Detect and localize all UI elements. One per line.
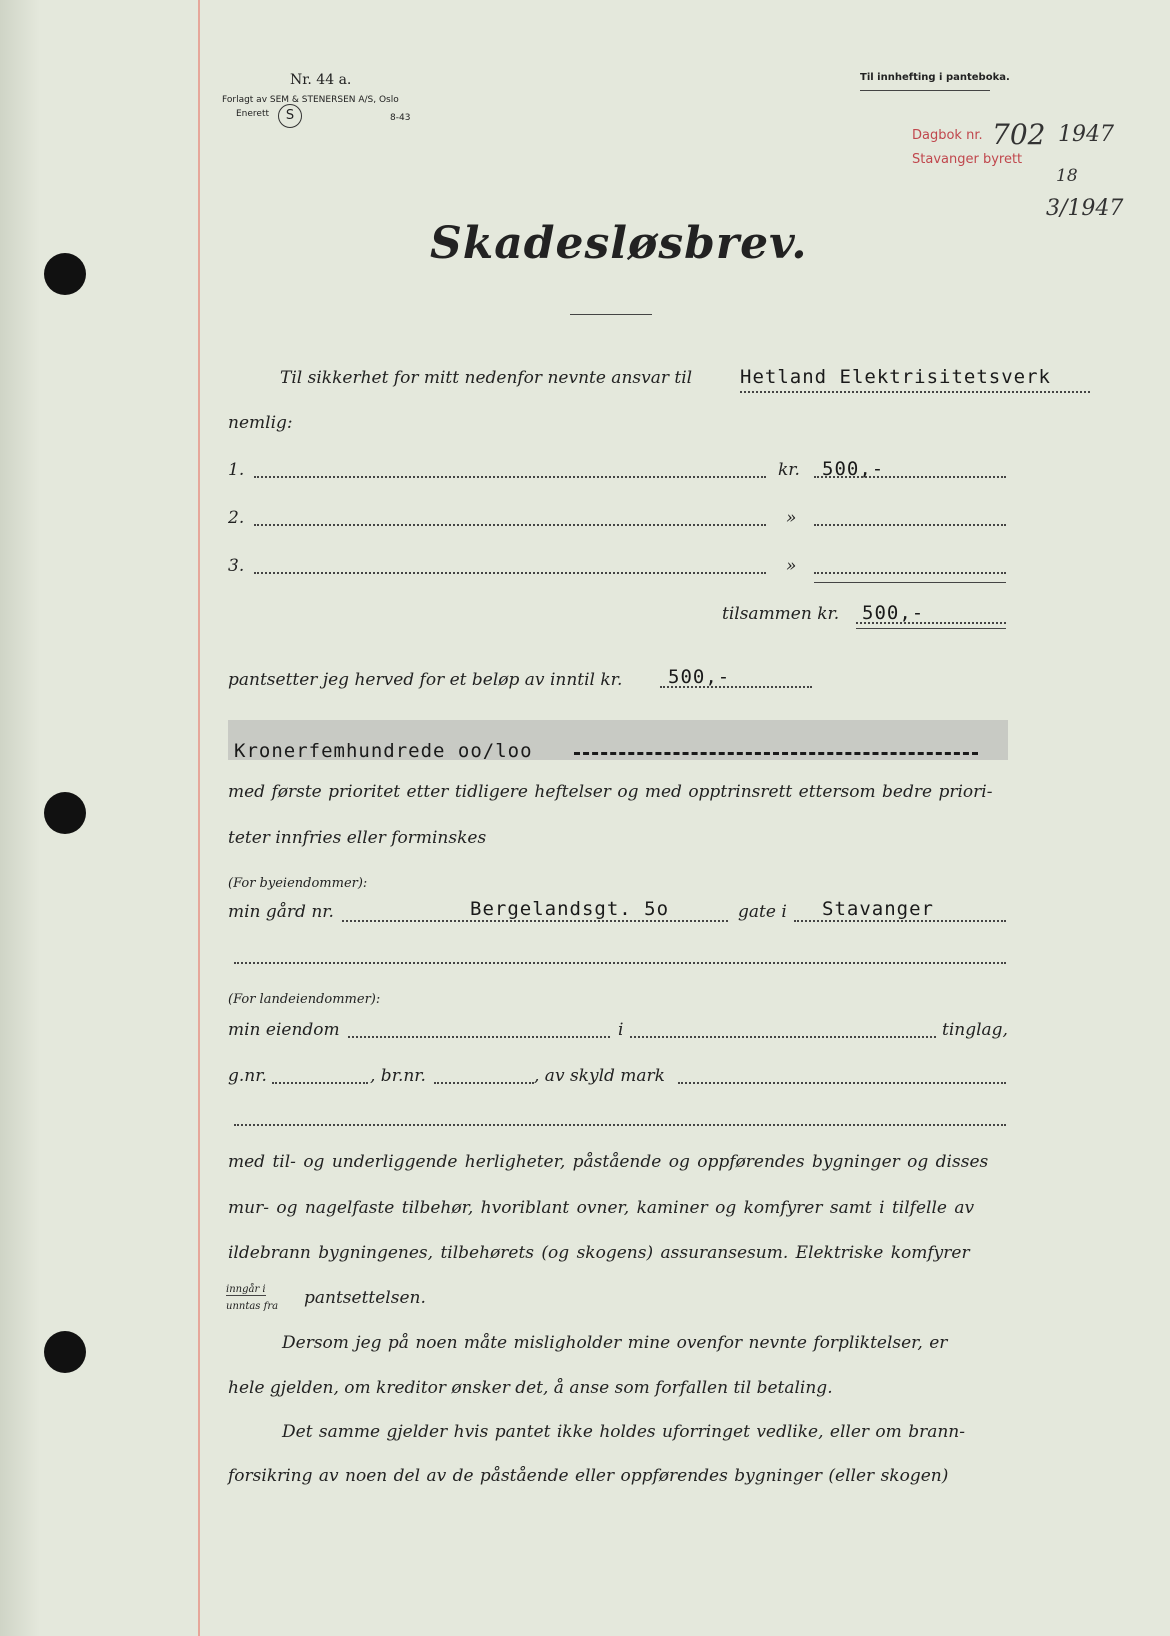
title-divider [570,314,652,315]
priority-line: med første prioritet etter tidligere heftelser og med opptrinsrett ettersom bedre priori- [228,782,993,802]
item-currency: » [786,556,797,576]
fill-line [814,476,1006,478]
divider [860,90,990,91]
stamp-year: 1947 [1058,122,1114,147]
inngar-label: inngår i [226,1284,266,1295]
fill-line [630,1036,936,1038]
top-right-note: Til innhefting i panteboka. [860,72,1010,83]
stamp-number: 702 [992,118,1046,151]
fill-line [254,476,766,478]
fill-line [234,962,1006,964]
intro-text: Til sikkerhet for mitt nedenfor nevnte ansvar til [280,368,693,388]
fill-line [740,391,1090,393]
total-label: tilsammen kr. [722,604,840,624]
item-currency: » [786,508,797,528]
gate-label: gate i [738,902,787,922]
tinglag-label: tinglag, [942,1020,1008,1040]
stamp-day: 18 [1056,166,1078,186]
body-line: mur- og nagelfaste tilbehør, hvoriblant ovner, kaminer og komfyrer samt i tilfelle av [228,1198,975,1218]
page-edge [0,0,40,1636]
punch-hole [44,1331,86,1373]
body-line: pantsettelsen. [304,1288,426,1308]
pledge-amount: 500,- [668,666,731,688]
gard-label: min gård nr. [228,902,334,922]
unntas-label: unntas fra [226,1301,279,1312]
margin-line [198,0,200,1636]
body-line: hele gjelden, om kreditor ønsker det, å anse som forfallen til betaling. [228,1378,833,1398]
fill-line [348,1036,610,1038]
eiendom-label: min eiendom [228,1020,340,1040]
body-line: forsikring av noen del av de påstående eller oppførendes bygninger (eller skogen) [228,1466,949,1486]
fill-line [254,524,766,526]
publisher-line: Forlagt av SEM & STENERSEN A/S, Oslo [222,95,399,105]
creditor-name: Hetland Elektrisitetsverk [740,366,1051,388]
skyld-label: , av skyld mark [534,1066,665,1086]
rural-heading: (For landeiendommer): [228,992,381,1007]
fill-line [234,1124,1006,1126]
item-number: 2. [228,508,245,528]
punch-hole [44,792,86,834]
body-line: Dersom jeg på noen måte misligholder mine ovenfor nevnte forpliktelser, er [282,1333,948,1353]
amount-dash-line [574,752,978,755]
body-line: ildebrann bygningenes, tilbehørets (og skogens) assuransesum. Elektriske komfyrer [228,1243,970,1263]
city-heading: (For byeiendommer): [228,876,368,891]
priority-line: teter innfries eller forminskes [228,828,487,848]
fill-line [856,622,1006,624]
gnr-label: g.nr. [228,1066,267,1086]
fill-line [660,686,812,688]
stamp-court: Stavanger byrett [912,152,1023,167]
item-amount: 500,- [822,458,885,480]
fill-line [794,920,1006,922]
amount-words: Kronerfemhundrede oo/loo [234,740,533,762]
pledge-label: pantsetter jeg herved for et beløp av inntil kr. [228,670,623,690]
form-number: Nr. 44 a. [290,72,352,88]
total-amount: 500,- [862,602,925,624]
city-value: Stavanger [822,898,934,920]
stamp-label: Dagbok nr. [912,128,983,143]
brnr-label: , br.nr. [370,1066,426,1086]
publisher-logo: S [278,104,302,128]
stamp-date: 3/1947 [1046,196,1124,221]
fill-line [342,920,728,922]
street-value: Bergelandsgt. 5o [470,898,670,920]
fill-line [814,572,1006,574]
body-line: Det samme gjelder hvis pantet ikke holdes uforringet vedlike, eller om brann- [282,1422,965,1442]
item-number: 3. [228,556,245,576]
publisher-date: 8-43 [390,113,411,123]
publisher-enerett: Enerett [236,109,270,119]
fill-line [434,1082,534,1084]
fill-line [814,524,1006,526]
body-line: med til- og underliggende herligheter, påstående og oppførendes bygninger og disses [228,1152,989,1172]
page-title: Skadesløsbrev. [430,218,808,269]
sum-line [814,582,1006,583]
fill-line [254,572,766,574]
total-underline [856,628,1006,629]
item-number: 1. [228,460,245,480]
nemlig-label: nemlig: [228,413,293,433]
fill-line [272,1082,368,1084]
punch-hole [44,253,86,295]
item-currency: kr. [778,460,800,480]
i-label: i [618,1020,624,1040]
fill-line [678,1082,1006,1084]
